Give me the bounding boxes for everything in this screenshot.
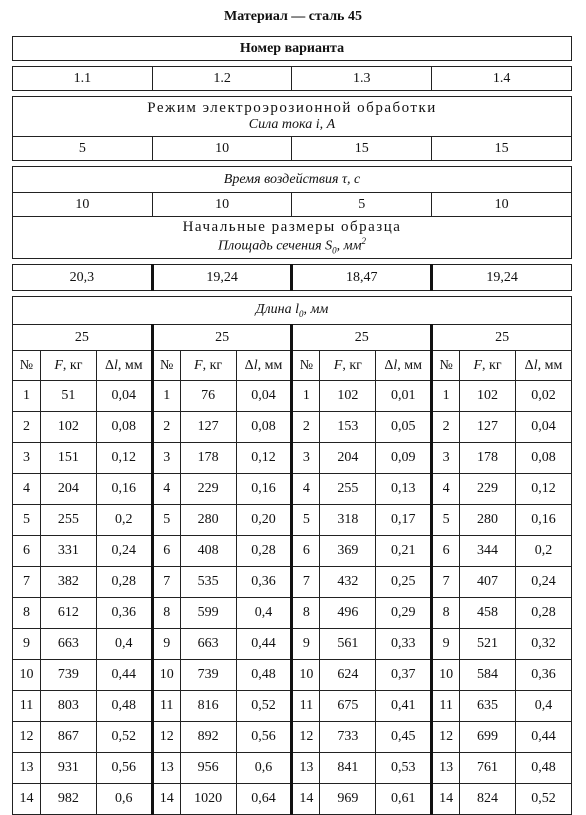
cell-delta: 0,64 <box>236 784 292 815</box>
col-header-num: № <box>13 351 41 381</box>
cell-force: 229 <box>180 474 236 505</box>
cell-delta: 0,6 <box>236 753 292 784</box>
cell-num: 9 <box>152 629 180 660</box>
col-header-delta: Δl, мм <box>515 351 571 381</box>
cell-force: 204 <box>320 443 376 474</box>
cell-delta: 0,6 <box>96 784 152 815</box>
table-row <box>13 412 572 443</box>
cell-force: 663 <box>40 629 96 660</box>
col-header-delta: Δl, мм <box>376 351 432 381</box>
cell-delta: 0,28 <box>515 598 571 629</box>
cell-force: 803 <box>40 691 96 722</box>
cell-delta: 0,37 <box>376 660 432 691</box>
cell-num: 3 <box>13 443 41 474</box>
data-table <box>12 36 572 815</box>
length-cell-2: 25 <box>152 325 292 351</box>
cell-force: 612 <box>40 598 96 629</box>
cell-force: 824 <box>460 784 516 815</box>
cell-delta: 0,56 <box>236 722 292 753</box>
cell-delta: 0,09 <box>376 443 432 474</box>
table-row <box>13 629 572 660</box>
cell-delta: 0,4 <box>236 598 292 629</box>
cell-force: 127 <box>180 412 236 443</box>
variant-header: Номер варианта <box>13 37 572 61</box>
cell-delta: 0,04 <box>515 412 571 443</box>
cell-num: 3 <box>292 443 320 474</box>
cell-delta: 0,52 <box>96 722 152 753</box>
cell-force: 76 <box>180 381 236 412</box>
cell-num: 11 <box>432 691 460 722</box>
cell-num: 8 <box>152 598 180 629</box>
col-header-force: F, кг <box>40 351 96 381</box>
cell-num: 9 <box>432 629 460 660</box>
document-title: Материал — сталь 45 <box>224 9 362 24</box>
cell-delta: 0,36 <box>515 660 571 691</box>
cell-force: 280 <box>460 505 516 536</box>
cell-delta: 0,25 <box>376 567 432 598</box>
cell-force: 255 <box>320 474 376 505</box>
cell-force: 127 <box>460 412 516 443</box>
cell-delta: 0,05 <box>376 412 432 443</box>
cell-delta: 0,48 <box>236 660 292 691</box>
cell-force: 382 <box>40 567 96 598</box>
mode-title: Режим электроэрозионной обработки <box>147 100 437 116</box>
cell-num: 10 <box>13 660 41 691</box>
table-row <box>13 381 572 412</box>
cell-delta: 0,12 <box>515 474 571 505</box>
time-cell-2: 10 <box>152 193 292 217</box>
cell-delta: 0,08 <box>515 443 571 474</box>
cell-delta: 0,17 <box>376 505 432 536</box>
col-header-delta: Δl, мм <box>96 351 152 381</box>
cell-num: 12 <box>432 722 460 753</box>
length-label: Длина $l_0$, мм <box>13 297 572 325</box>
cell-num: 1 <box>432 381 460 412</box>
cell-force: 561 <box>320 629 376 660</box>
cell-force: 624 <box>320 660 376 691</box>
cell-num: 8 <box>13 598 41 629</box>
cell-force: 229 <box>460 474 516 505</box>
cell-delta: 0,61 <box>376 784 432 815</box>
cell-delta: 0,12 <box>96 443 152 474</box>
table-row <box>13 660 572 691</box>
cell-delta: 0,44 <box>96 660 152 691</box>
cell-force: 663 <box>180 629 236 660</box>
cell-delta: 0,4 <box>96 629 152 660</box>
cell-delta: 0,36 <box>96 598 152 629</box>
cell-num: 2 <box>292 412 320 443</box>
cell-num: 7 <box>13 567 41 598</box>
cell-delta: 0,41 <box>376 691 432 722</box>
cell-num: 7 <box>292 567 320 598</box>
cell-force: 635 <box>460 691 516 722</box>
time-cell-3: 5 <box>292 193 432 217</box>
cell-force: 931 <box>40 753 96 784</box>
cell-num: 7 <box>152 567 180 598</box>
cell-num: 13 <box>152 753 180 784</box>
length-cell-1: 25 <box>13 325 153 351</box>
cell-num: 8 <box>432 598 460 629</box>
cell-delta: 0,28 <box>236 536 292 567</box>
cell-force: 153 <box>320 412 376 443</box>
mode-block <box>13 97 572 137</box>
cell-delta: 0,45 <box>376 722 432 753</box>
cell-num: 2 <box>432 412 460 443</box>
cell-force: 956 <box>180 753 236 784</box>
cell-force: 535 <box>180 567 236 598</box>
current-cell-2: 10 <box>152 137 292 161</box>
cell-force: 739 <box>40 660 96 691</box>
cell-delta: 0,02 <box>515 381 571 412</box>
cell-num: 1 <box>292 381 320 412</box>
cell-force: 841 <box>320 753 376 784</box>
table-row <box>13 474 572 505</box>
area-cell-2: 19,24 <box>152 265 292 291</box>
col-header-num: № <box>292 351 320 381</box>
cell-delta: 0,32 <box>515 629 571 660</box>
table-row <box>13 753 572 784</box>
cell-force: 102 <box>460 381 516 412</box>
cell-num: 3 <box>152 443 180 474</box>
cell-num: 12 <box>152 722 180 753</box>
cell-force: 816 <box>180 691 236 722</box>
table-row <box>13 691 572 722</box>
cell-num: 13 <box>13 753 41 784</box>
cell-num: 6 <box>432 536 460 567</box>
area-cell-4: 19,24 <box>432 265 572 291</box>
area-cell-1: 20,3 <box>13 265 153 291</box>
cell-num: 11 <box>152 691 180 722</box>
cell-force: 178 <box>460 443 516 474</box>
cell-delta: 0,29 <box>376 598 432 629</box>
current-cell-3: 15 <box>292 137 432 161</box>
cell-num: 14 <box>432 784 460 815</box>
col-header-force: F, кг <box>460 351 516 381</box>
cell-num: 6 <box>292 536 320 567</box>
cell-num: 8 <box>292 598 320 629</box>
cell-force: 699 <box>460 722 516 753</box>
cell-delta: 0,16 <box>515 505 571 536</box>
col-header-num: № <box>152 351 180 381</box>
cell-force: 739 <box>180 660 236 691</box>
cell-force: 969 <box>320 784 376 815</box>
cell-delta: 0,13 <box>376 474 432 505</box>
cell-force: 761 <box>460 753 516 784</box>
table-row <box>13 722 572 753</box>
cell-force: 407 <box>460 567 516 598</box>
variant-cell-1: 1.1 <box>13 67 153 91</box>
cell-force: 521 <box>460 629 516 660</box>
cell-num: 3 <box>432 443 460 474</box>
cell-force: 204 <box>40 474 96 505</box>
cell-delta: 0,24 <box>515 567 571 598</box>
table-row <box>13 443 572 474</box>
cell-delta: 0,16 <box>236 474 292 505</box>
cell-force: 318 <box>320 505 376 536</box>
cell-num: 10 <box>432 660 460 691</box>
col-header-force: F, кг <box>180 351 236 381</box>
cell-force: 151 <box>40 443 96 474</box>
cell-num: 4 <box>152 474 180 505</box>
cell-delta: 0,04 <box>96 381 152 412</box>
cell-delta: 0,16 <box>96 474 152 505</box>
cell-num: 4 <box>13 474 41 505</box>
sizes-title: Начальные размеры образца <box>182 219 402 236</box>
cell-delta: 0,48 <box>96 691 152 722</box>
cell-num: 13 <box>432 753 460 784</box>
cell-delta: 0,08 <box>96 412 152 443</box>
cell-num: 10 <box>152 660 180 691</box>
cell-num: 9 <box>13 629 41 660</box>
cell-delta: 0,2 <box>96 505 152 536</box>
cell-force: 51 <box>40 381 96 412</box>
cell-num: 12 <box>292 722 320 753</box>
cell-num: 9 <box>292 629 320 660</box>
cell-num: 2 <box>13 412 41 443</box>
cell-force: 892 <box>180 722 236 753</box>
cell-num: 2 <box>152 412 180 443</box>
table-row <box>13 536 572 567</box>
cell-num: 4 <box>432 474 460 505</box>
cell-num: 10 <box>292 660 320 691</box>
cell-num: 14 <box>292 784 320 815</box>
length-cell-3: 25 <box>292 325 432 351</box>
cell-num: 5 <box>292 505 320 536</box>
time-label: Время воздействия τ, с <box>13 167 572 193</box>
length-cell-4: 25 <box>432 325 572 351</box>
cell-num: 5 <box>432 505 460 536</box>
cell-delta: 0,33 <box>376 629 432 660</box>
cell-force: 584 <box>460 660 516 691</box>
cell-force: 867 <box>40 722 96 753</box>
table-row <box>13 598 572 629</box>
cell-force: 675 <box>320 691 376 722</box>
variant-cell-4: 1.4 <box>432 67 572 91</box>
cell-delta: 0,44 <box>236 629 292 660</box>
cell-delta: 0,20 <box>236 505 292 536</box>
cell-force: 408 <box>180 536 236 567</box>
cell-num: 1 <box>152 381 180 412</box>
cell-num: 6 <box>152 536 180 567</box>
variant-cell-2: 1.2 <box>152 67 292 91</box>
cell-delta: 0,24 <box>96 536 152 567</box>
cell-force: 102 <box>320 381 376 412</box>
cell-force: 178 <box>180 443 236 474</box>
cell-num: 13 <box>292 753 320 784</box>
cell-force: 599 <box>180 598 236 629</box>
cell-num: 7 <box>432 567 460 598</box>
cell-delta: 0,48 <box>515 753 571 784</box>
current-cell-4: 15 <box>432 137 572 161</box>
cell-delta: 0,04 <box>236 381 292 412</box>
cell-force: 344 <box>460 536 516 567</box>
cell-delta: 0,53 <box>376 753 432 784</box>
cell-force: 280 <box>180 505 236 536</box>
cell-force: 432 <box>320 567 376 598</box>
table-row <box>13 784 572 815</box>
cell-num: 1 <box>13 381 41 412</box>
cell-force: 458 <box>460 598 516 629</box>
cell-delta: 0,56 <box>96 753 152 784</box>
cell-delta: 0,28 <box>96 567 152 598</box>
cell-num: 5 <box>152 505 180 536</box>
cell-force: 1020 <box>180 784 236 815</box>
cell-force: 982 <box>40 784 96 815</box>
cell-num: 5 <box>13 505 41 536</box>
table-row <box>13 567 572 598</box>
col-header-num: № <box>432 351 460 381</box>
cell-num: 11 <box>292 691 320 722</box>
cell-delta: 0,01 <box>376 381 432 412</box>
cell-force: 102 <box>40 412 96 443</box>
cell-num: 14 <box>152 784 180 815</box>
current-label: Сила тока i, А <box>248 117 336 132</box>
cell-delta: 0,44 <box>515 722 571 753</box>
cell-num: 4 <box>292 474 320 505</box>
cell-delta: 0,08 <box>236 412 292 443</box>
cell-delta: 0,12 <box>236 443 292 474</box>
cell-force: 496 <box>320 598 376 629</box>
table-row <box>13 505 572 536</box>
cell-force: 255 <box>40 505 96 536</box>
area-cell-3: 18,47 <box>292 265 432 291</box>
area-label: Площадь сечения $S_0$, $мм^2$ <box>217 236 367 256</box>
cell-delta: 0,52 <box>236 691 292 722</box>
sizes-block <box>13 217 572 259</box>
col-header-force: F, кг <box>320 351 376 381</box>
cell-num: 12 <box>13 722 41 753</box>
cell-force: 733 <box>320 722 376 753</box>
cell-force: 369 <box>320 536 376 567</box>
col-header-delta: Δl, мм <box>236 351 292 381</box>
cell-delta: 0,52 <box>515 784 571 815</box>
cell-num: 6 <box>13 536 41 567</box>
cell-delta: 0,36 <box>236 567 292 598</box>
cell-num: 14 <box>13 784 41 815</box>
cell-delta: 0,2 <box>515 536 571 567</box>
variant-cell-3: 1.3 <box>292 67 432 91</box>
cell-num: 11 <box>13 691 41 722</box>
time-cell-4: 10 <box>432 193 572 217</box>
cell-force: 331 <box>40 536 96 567</box>
current-cell-1: 5 <box>13 137 153 161</box>
cell-delta: 0,21 <box>376 536 432 567</box>
cell-delta: 0,4 <box>515 691 571 722</box>
time-cell-1: 10 <box>13 193 153 217</box>
